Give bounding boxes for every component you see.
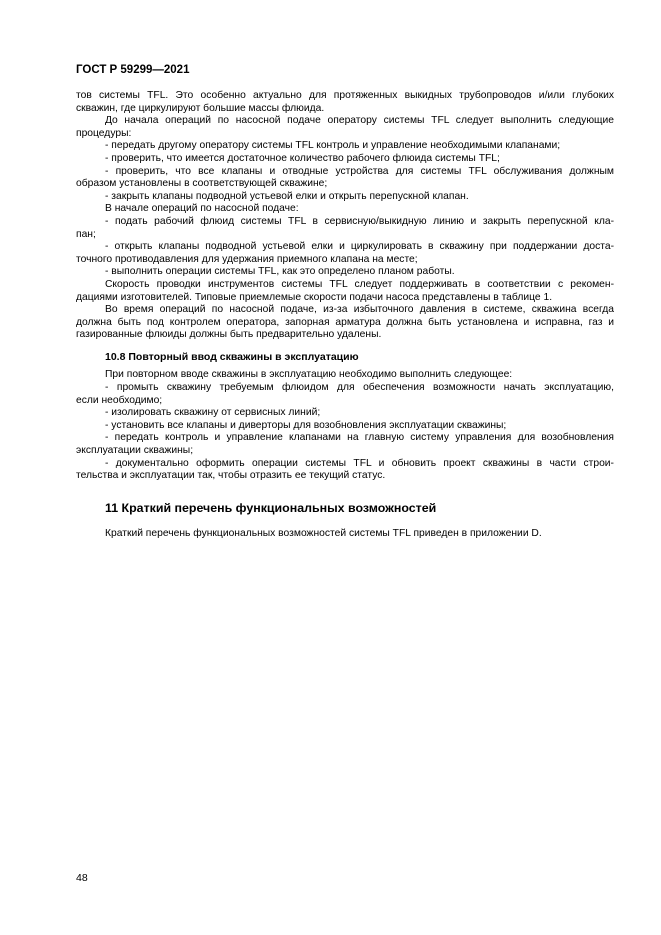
- list-item: - проверить, что имеется достаточное количество рабочего флюида системы TFL;: [105, 152, 500, 164]
- paragraph-continuation: тов системы TFL. Это особенно актуально для протяженных выкидных трубопроводов и/или глубоких скважин, где циркулируют большие массы флюида.: [76, 90, 614, 114]
- list-item: - закрыть клапаны подводной устьевой елки и открыть перепускной клапан.: [105, 190, 469, 202]
- page-number: 48: [76, 872, 88, 884]
- list-item: - выполнить операции системы TFL, как это определено планом работы.: [105, 266, 455, 278]
- paragraph-reentry-intro: При повторном вводе скважины в эксплуатацию необходимо выполнить следующее:: [105, 369, 513, 381]
- standard-number: ГОСТ Р 59299—2021: [76, 64, 190, 76]
- list-item: - изолировать скважину от сервисных линий;: [105, 407, 321, 419]
- section-heading-11: 11 Краткий перечень функциональных возможностей: [105, 500, 437, 515]
- list-item: - промыть скважину требуемым флюидом для обеспечения возможности начать эксплуатацию, если необходимо;: [76, 382, 614, 406]
- list-item: - передать другому оператору системы TFL контроль и управление необходимыми клапанами;: [105, 140, 561, 152]
- document-body: [76, 90, 614, 540]
- list-item: - передать контроль и управление клапанами на главную систему управления для возобновления эксплуатации скважины;: [76, 432, 614, 457]
- list-item: - проверить, что все клапаны и отводные устройства для системы TFL обслуживания должным образом установлены в соответствующей скважине;: [76, 165, 614, 190]
- paragraph-pressure-control: Во время операций по насосной подаче, из-за избыточного давления в системе, скважина всегда должна быть под контролем оператора, запорная арматура должна быть установлена и исправна, газ и газированные флюиды должны быть предварительно удалены.: [76, 304, 614, 341]
- paragraph-procedures-intro: Дo начала операций по насосной подаче оператору системы TFL следует выполнить следующие процедуры:: [76, 115, 614, 139]
- list-item: - подать рабочий флюид системы TFL в сервисную/выкидную линию и закрыть перепускной кла- пан;: [76, 215, 614, 240]
- subsection-heading-10-8: 10.8 Повторный ввод скважины в эксплуатацию: [105, 350, 359, 363]
- paragraph-tool-speed: Скорость проводки инструментов системы TFL следует поддерживать в соответствии с рекомен- дациями изготовителей. Типовые приемлемые скорости подачи насоса представлены в таблице 1.: [76, 278, 614, 303]
- paragraph-pumping-start: В начале операций по насосной подаче:: [105, 203, 299, 215]
- list-item: - открыть клапаны подводной устьевой елки и циркулировать в скважину при поддержании доста- точного противодавления для удержания приемного клапана на месте;: [76, 241, 614, 265]
- list-item: - документально оформить операции системы TFL и обновить проект скважины в части строи- тельства и эксплуатации так, чтобы отразить ее текущий статус.: [76, 457, 614, 482]
- list-item: - установить все клапаны и диверторы для возобновления эксплуатации скважины;: [105, 419, 507, 431]
- paragraph-summary: Краткий перечень функциональных возможностей системы TFL приведен в приложении D.: [105, 527, 542, 539]
